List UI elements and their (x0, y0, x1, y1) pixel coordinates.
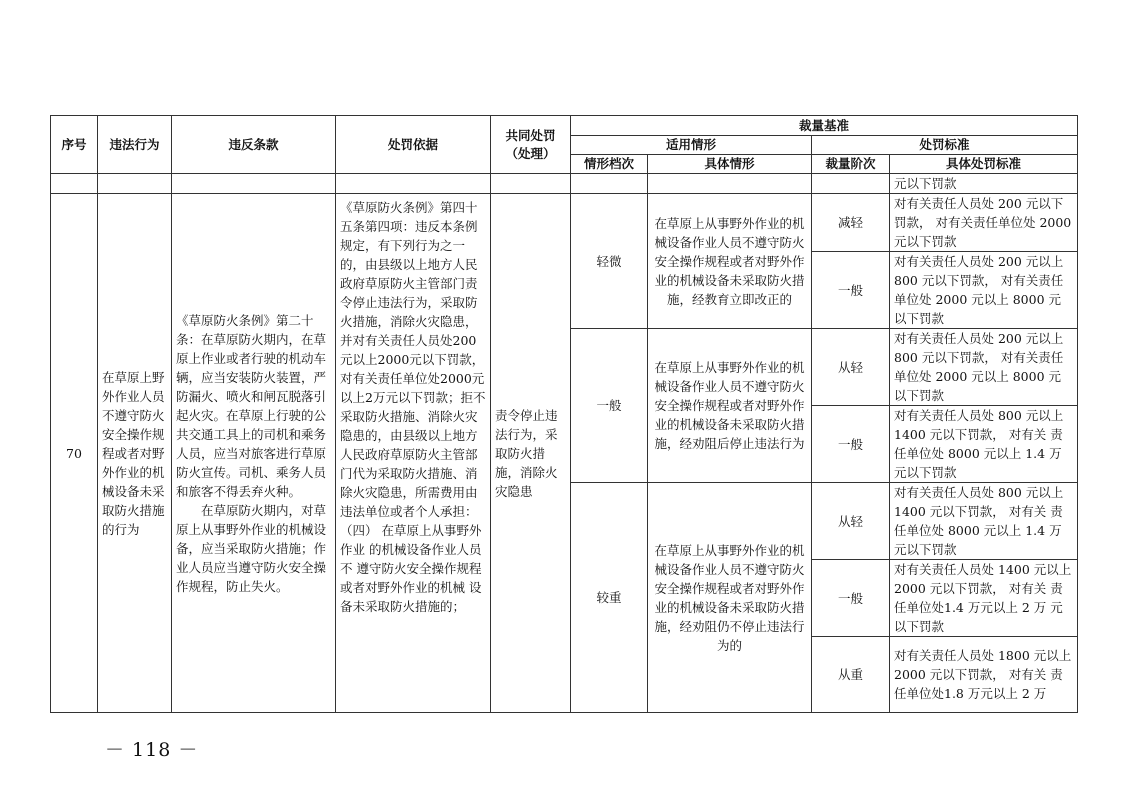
header-act: 违法行为 (98, 116, 172, 174)
stage-standard: 对有关责任人员处 1800 元以上 2000 元以下罚款， 对有关 责任单位处1.8 万元以上 2 万 (890, 637, 1078, 713)
stage-name: 一般 (812, 406, 890, 483)
row-seq: 70 (51, 194, 98, 713)
level-situation: 在草原上从事野外作业的机械设备作业人员不遵守防火安全操作规程或者对野外作业的机械设备未采取防火措施，经劝阻后停止违法行为 (648, 329, 812, 483)
level-name: 轻微 (571, 194, 648, 329)
page-number: － 118 － (105, 739, 199, 761)
clause-paragraph-1: 《草原防火条例》第二十条：在草原防火期内，在草原上作业或者行驶的机动车辆，应当安装防火装置，严防漏火、喷火和闸瓦脱落引起火灾。在草原上行驶的公共交通工具上的司机和乘务人员，应当对旅客进行草原防火宣传。司机、乘务人员和旅客不得丢弃火种。 (176, 312, 327, 499)
stage-standard: 对有关责任人员处 1400 元以上 2000 元以下罚款， 对有关 责任单位处1.4 万元以上 2 万 元以下罚款 (890, 560, 1078, 637)
clause-paragraph-2: 在草原防火期内，对草原上从事野外作业的机械设备，应当采取防火措施；作业人员应当遵守防火安全操作规程，防止失火。 (176, 502, 327, 594)
row-clause (172, 194, 336, 713)
stage-standard: 对有关责任人员处 200 元以上 800 元以下罚款， 对有关责任单位处 2000 元以上 8000 元以下罚款 (890, 329, 1078, 406)
header-basis: 处罚依据 (336, 116, 491, 174)
header-discretion: 裁量基准 (571, 116, 1078, 136)
header-level: 情形档次 (571, 155, 648, 174)
stage-name: 从轻 (812, 329, 890, 406)
stage-name: 从轻 (812, 483, 890, 560)
header-applicable: 适用情形 (571, 136, 812, 155)
carryover-standard: 元以下罚款 (890, 174, 1078, 194)
row-basis: 《草原防火条例》第四十五条第四项：违反本条例规定，有下列行为之一的，由县级以上地方人民政府草原防火主管部门责令停止违法行为，采取防火措施，消除火灾隐患，并对有关责任人员处200元以上2000元以下罚款，对有关责任单位处2000元以上2万元以下罚款；拒不采取防火措施、消除火灾隐患的，由县级以上地方人民政府草原防火主管部门代为采取防火措施、消除火灾隐患，所需费用由违法单位或者个人承担：（四） 在草原上从事野外作业 的机械设备作业人员不 遵守防火安全操作规程 或者对野外作业的机械 设备未采取防火措施的； (336, 194, 491, 713)
penalty-table (50, 115, 1078, 713)
row-act: 在草原上野外作业人员不遵守防火安全操作规程或者对野外作业的机械设备未采取防火措施的行为 (98, 194, 172, 713)
level-name: 较重 (571, 483, 648, 713)
carryover-cell (648, 174, 812, 194)
stage-standard: 对有关责任人员处 800 元以上 1400 元以下罚款， 对有关 责任单位处 8000 元以上 1.4 万元以下罚款 (890, 483, 1078, 560)
stage-name: 一般 (812, 560, 890, 637)
header-situation: 具体情形 (648, 155, 812, 174)
header-std-detail: 具体处罚标准 (890, 155, 1078, 174)
header-common-penalty: 共同处罚 （处理） (491, 116, 571, 174)
carryover-cell (51, 174, 98, 194)
header-seq: 序号 (51, 116, 98, 174)
header-clause: 违反条款 (172, 116, 336, 174)
stage-name: 从重 (812, 637, 890, 713)
stage-standard: 对有关责任人员处 200 元以下罚款， 对有关责任单位处 2000 元以下罚款 (890, 194, 1078, 252)
header-standard: 处罚标准 (812, 136, 1078, 155)
carryover-cell (812, 174, 890, 194)
carryover-cell (491, 174, 571, 194)
stage-name: 一般 (812, 252, 890, 329)
carryover-cell (336, 174, 491, 194)
level-name: 一般 (571, 329, 648, 483)
level-situation: 在草原上从事野外作业的机械设备作业人员不遵守防火安全操作规程或者对野外作业的机械设备未采取防火措施，经教育立即改正的 (648, 194, 812, 329)
carryover-cell (98, 174, 172, 194)
stage-standard: 对有关责任人员处 200 元以上 800 元以下罚款， 对有关责任单位处 2000 元以上 8000 元以下罚款 (890, 252, 1078, 329)
stage-standard: 对有关责任人员处 800 元以上 1400 元以下罚款， 对有关 责任单位处 8000 元以上 1.4 万元以下罚款 (890, 406, 1078, 483)
row-common-penalty: 责令停止违法行为，采取防火措施，消除火灾隐患 (491, 194, 571, 713)
carryover-cell (571, 174, 648, 194)
stage-name: 减轻 (812, 194, 890, 252)
carryover-cell (172, 174, 336, 194)
header-stage: 裁量阶次 (812, 155, 890, 174)
level-situation: 在草原上从事野外作业的机械设备作业人员不遵守防火安全操作规程或者对野外作业的机械设备未采取防火措施，经劝阻仍不停止违法行为的 (648, 483, 812, 713)
